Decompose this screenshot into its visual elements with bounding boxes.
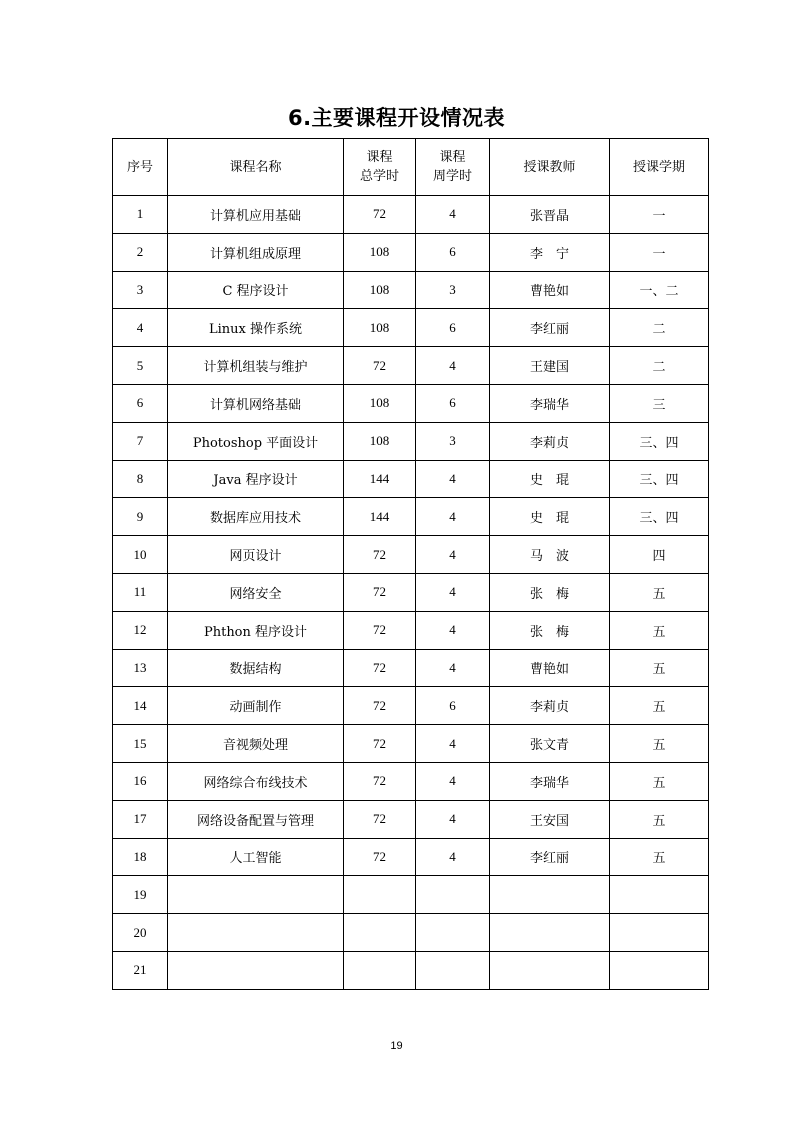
cell-weekly-hours: 4 xyxy=(416,762,490,800)
table-row xyxy=(113,951,709,989)
cell-term: 一 xyxy=(610,233,709,271)
cell-term: 五 xyxy=(610,687,709,725)
table-row xyxy=(113,233,709,271)
cell-weekly-hours xyxy=(416,914,490,952)
cell-index: 21 xyxy=(113,951,168,989)
cell-weekly-hours: 6 xyxy=(416,309,490,347)
cell-index: 11 xyxy=(113,573,168,611)
cell-term: 二 xyxy=(610,347,709,385)
cell-index: 3 xyxy=(113,271,168,309)
cell-index: 12 xyxy=(113,611,168,649)
cell-course-name xyxy=(168,876,344,914)
table-header-row xyxy=(113,139,709,196)
cell-teacher: 王安国 xyxy=(490,800,610,838)
cell-index: 17 xyxy=(113,800,168,838)
table-row xyxy=(113,498,709,536)
cell-teacher: 王建国 xyxy=(490,347,610,385)
cell-weekly-hours: 4 xyxy=(416,460,490,498)
cell-total-hours: 72 xyxy=(344,573,416,611)
cell-term xyxy=(610,876,709,914)
cell-course-name: 人工智能 xyxy=(168,838,344,876)
cell-term: 三、四 xyxy=(610,460,709,498)
cell-teacher: 李瑞华 xyxy=(490,762,610,800)
cell-index: 20 xyxy=(113,914,168,952)
cell-index: 1 xyxy=(113,196,168,234)
cell-total-hours: 144 xyxy=(344,460,416,498)
header-weekly-hours-line2: 周学时 xyxy=(432,169,472,184)
cell-total-hours xyxy=(344,876,416,914)
header-teacher: 授课教师 xyxy=(490,139,610,196)
cell-total-hours: 108 xyxy=(344,309,416,347)
cell-teacher: 张 梅 xyxy=(490,611,610,649)
course-table xyxy=(112,138,709,990)
cell-weekly-hours: 4 xyxy=(416,573,490,611)
cell-course-name: 网页设计 xyxy=(168,536,344,574)
table-row xyxy=(113,687,709,725)
cell-teacher: 李红丽 xyxy=(490,838,610,876)
cell-total-hours: 72 xyxy=(344,196,416,234)
cell-total-hours: 72 xyxy=(344,649,416,687)
cell-course-name: 计算机组装与维护 xyxy=(168,347,344,385)
cell-teacher: 史 琨 xyxy=(490,460,610,498)
table-row xyxy=(113,573,709,611)
cell-total-hours: 72 xyxy=(344,838,416,876)
cell-course-name: 网络安全 xyxy=(168,573,344,611)
cell-total-hours: 72 xyxy=(344,725,416,763)
table-body xyxy=(113,196,709,990)
cell-index: 14 xyxy=(113,687,168,725)
cell-total-hours xyxy=(344,914,416,952)
cell-total-hours: 72 xyxy=(344,762,416,800)
cell-weekly-hours: 4 xyxy=(416,838,490,876)
cell-course-name: 网络综合布线技术 xyxy=(168,762,344,800)
cell-term: 五 xyxy=(610,649,709,687)
cell-index: 5 xyxy=(113,347,168,385)
cell-weekly-hours xyxy=(416,876,490,914)
cell-weekly-hours: 6 xyxy=(416,687,490,725)
cell-term xyxy=(610,914,709,952)
cell-teacher: 曹艳如 xyxy=(490,271,610,309)
cell-teacher: 张 梅 xyxy=(490,573,610,611)
cell-weekly-hours: 4 xyxy=(416,498,490,536)
cell-teacher: 史 琨 xyxy=(490,498,610,536)
cell-total-hours: 108 xyxy=(344,384,416,422)
cell-term: 四 xyxy=(610,536,709,574)
cell-weekly-hours: 4 xyxy=(416,196,490,234)
cell-teacher: 李莉贞 xyxy=(490,422,610,460)
cell-course-name: Linux 操作系统 xyxy=(168,309,344,347)
cell-teacher xyxy=(490,951,610,989)
cell-teacher xyxy=(490,876,610,914)
table-row xyxy=(113,914,709,952)
cell-course-name: 数据结构 xyxy=(168,649,344,687)
cell-term: 二 xyxy=(610,309,709,347)
cell-term: 五 xyxy=(610,725,709,763)
cell-index: 15 xyxy=(113,725,168,763)
table-row xyxy=(113,460,709,498)
cell-total-hours xyxy=(344,951,416,989)
table-row xyxy=(113,422,709,460)
cell-index: 7 xyxy=(113,422,168,460)
cell-teacher: 李红丽 xyxy=(490,309,610,347)
header-course-name: 课程名称 xyxy=(168,139,344,196)
table-row xyxy=(113,196,709,234)
cell-weekly-hours: 6 xyxy=(416,384,490,422)
cell-course-name: 计算机组成原理 xyxy=(168,233,344,271)
cell-teacher: 曹艳如 xyxy=(490,649,610,687)
cell-course-name: Photoshop 平面设计 xyxy=(168,422,344,460)
page-number: 19 xyxy=(390,1040,403,1052)
table-row xyxy=(113,309,709,347)
cell-total-hours: 108 xyxy=(344,422,416,460)
cell-total-hours: 144 xyxy=(344,498,416,536)
cell-course-name: 计算机网络基础 xyxy=(168,384,344,422)
cell-total-hours: 72 xyxy=(344,347,416,385)
cell-index: 6 xyxy=(113,384,168,422)
cell-weekly-hours xyxy=(416,951,490,989)
header-total-hours xyxy=(344,139,416,196)
cell-index: 2 xyxy=(113,233,168,271)
cell-term: 五 xyxy=(610,611,709,649)
cell-term: 一、二 xyxy=(610,271,709,309)
table-row xyxy=(113,536,709,574)
cell-course-name: 动画制作 xyxy=(168,687,344,725)
cell-index: 18 xyxy=(113,838,168,876)
cell-total-hours: 72 xyxy=(344,611,416,649)
table-row xyxy=(113,611,709,649)
cell-index: 9 xyxy=(113,498,168,536)
cell-teacher: 张文青 xyxy=(490,725,610,763)
page-title: 6.主要课程开设情况表 xyxy=(287,106,506,130)
cell-index: 4 xyxy=(113,309,168,347)
cell-total-hours: 108 xyxy=(344,271,416,309)
cell-index: 8 xyxy=(113,460,168,498)
cell-index: 13 xyxy=(113,649,168,687)
cell-course-name xyxy=(168,951,344,989)
header-term: 授课学期 xyxy=(610,139,709,196)
cell-course-name: 音视频处理 xyxy=(168,725,344,763)
header-total-hours-line2: 总学时 xyxy=(359,169,399,184)
cell-course-name xyxy=(168,914,344,952)
cell-term: 五 xyxy=(610,762,709,800)
cell-weekly-hours: 4 xyxy=(416,725,490,763)
cell-teacher: 李瑞华 xyxy=(490,384,610,422)
cell-weekly-hours: 4 xyxy=(416,800,490,838)
cell-weekly-hours: 4 xyxy=(416,649,490,687)
table-row xyxy=(113,347,709,385)
cell-term: 五 xyxy=(610,573,709,611)
cell-weekly-hours: 4 xyxy=(416,611,490,649)
cell-term: 五 xyxy=(610,838,709,876)
cell-term: 一 xyxy=(610,196,709,234)
cell-course-name: 数据库应用技术 xyxy=(168,498,344,536)
cell-weekly-hours: 3 xyxy=(416,271,490,309)
cell-weekly-hours: 4 xyxy=(416,536,490,574)
header-weekly-hours-line1: 课程 xyxy=(439,150,466,165)
cell-course-name: Phthon 程序设计 xyxy=(168,611,344,649)
table-row xyxy=(113,649,709,687)
cell-teacher: 李 宁 xyxy=(490,233,610,271)
table-row xyxy=(113,838,709,876)
cell-term: 五 xyxy=(610,800,709,838)
cell-weekly-hours: 3 xyxy=(416,422,490,460)
cell-course-name: C 程序设计 xyxy=(168,271,344,309)
table-row xyxy=(113,725,709,763)
cell-index: 19 xyxy=(113,876,168,914)
cell-total-hours: 72 xyxy=(344,800,416,838)
table-row xyxy=(113,271,709,309)
cell-index: 16 xyxy=(113,762,168,800)
table-row xyxy=(113,384,709,422)
cell-term: 三、四 xyxy=(610,498,709,536)
cell-teacher: 马 波 xyxy=(490,536,610,574)
table-row xyxy=(113,762,709,800)
cell-teacher: 张晋晶 xyxy=(490,196,610,234)
cell-teacher xyxy=(490,914,610,952)
header-index: 序号 xyxy=(113,139,168,196)
cell-course-name: 计算机应用基础 xyxy=(168,196,344,234)
cell-total-hours: 108 xyxy=(344,233,416,271)
table-row xyxy=(113,876,709,914)
cell-course-name: Java 程序设计 xyxy=(168,460,344,498)
cell-total-hours: 72 xyxy=(344,687,416,725)
cell-index: 10 xyxy=(113,536,168,574)
cell-teacher: 李莉贞 xyxy=(490,687,610,725)
header-total-hours-line1: 课程 xyxy=(366,150,393,165)
cell-term xyxy=(610,951,709,989)
cell-weekly-hours: 6 xyxy=(416,233,490,271)
table-row xyxy=(113,800,709,838)
cell-weekly-hours: 4 xyxy=(416,347,490,385)
header-weekly-hours xyxy=(416,139,490,196)
cell-total-hours: 72 xyxy=(344,536,416,574)
cell-course-name: 网络设备配置与管理 xyxy=(168,800,344,838)
cell-term: 三 xyxy=(610,384,709,422)
cell-term: 三、四 xyxy=(610,422,709,460)
